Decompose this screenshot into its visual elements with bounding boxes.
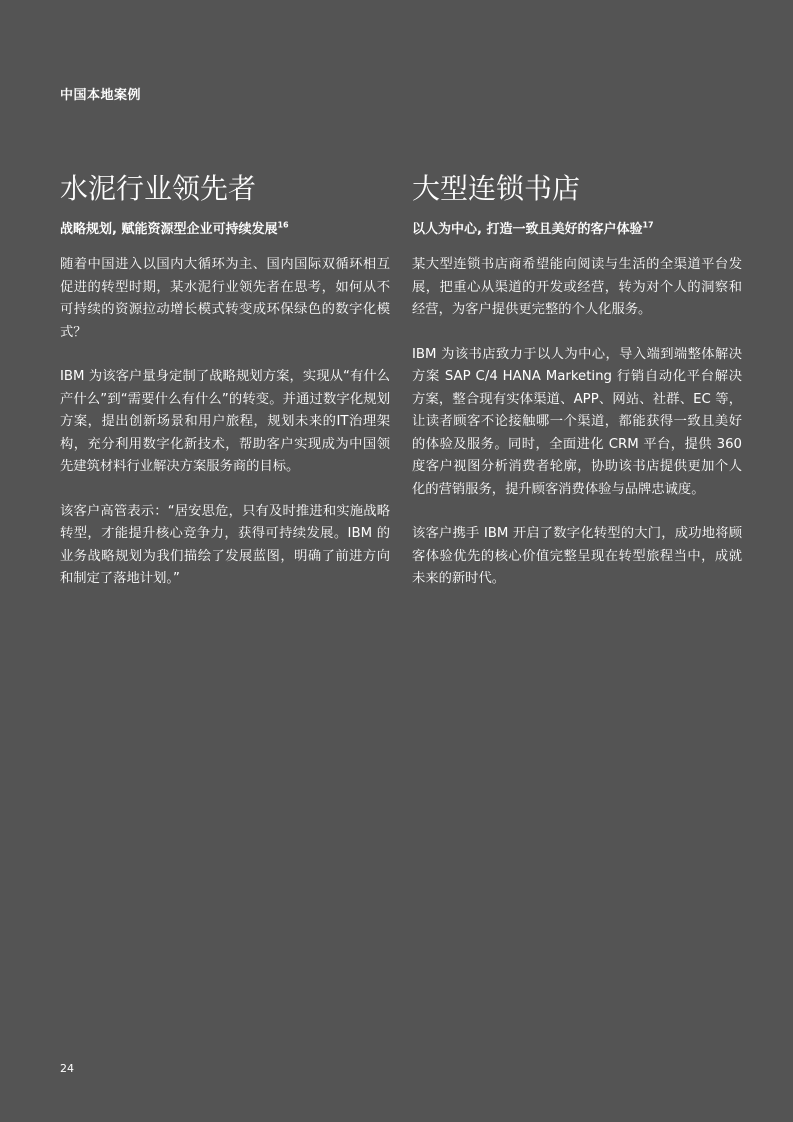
case-paragraph: 该客户高管表示：“居安思危，只有及时推进和实施战略转型，才能提升核心竞争力，获得可持续发展。IBM 的业务战略规划为我们描绘了发展蓝图，明确了前进方向和制定了落地计划。” (60, 503, 390, 586)
section-label: 中国本地案例 (60, 88, 142, 103)
case-paragraph: 随着中国进入以国内大循环为主、国内国际双循环相互促进的转型时期，某水泥行业领先者在思考，如何从不可持续的资源拉动增长模式转变成环保绿色的数字化模式？ (60, 257, 390, 340)
case-title: 大型连锁书店 (412, 172, 581, 205)
case-cement-industry (60, 170, 390, 613)
footnote-ref: 16 (277, 220, 289, 230)
case-subtitle-text: 以人为中心, 打造一致且美好的客户体验 (412, 222, 643, 237)
footnote-ref: 17 (642, 220, 654, 230)
case-paragraph: IBM 为该客户量身定制了战略规划方案，实现从“有什么产什么”到“需要什么有什么”的转变。并通过数字化规划方案，提出创新场景和用户旅程，规划未来的IT治理架构，充分利用数字化新技术，帮助客户实现成为中国领先建筑材料行业解决方案服务商的目标。 (60, 369, 390, 474)
case-paragraph: 某大型连锁书店商希望能向阅读与生活的全渠道平台发展，把重心从渠道的开发或经营，转为对个人的洞察和经营，为客户提供更完整的个人化服务。 (412, 257, 742, 317)
page-number: 24 (60, 1062, 74, 1075)
case-title: 水泥行业领先者 (60, 172, 257, 205)
case-subtitle (412, 220, 742, 240)
case-bookstore-chain (412, 170, 742, 613)
case-paragraph: 该客户携手 IBM 开启了数字化转型的大门，成功地将顾客体验优先的核心价值完整呈现在转型旅程当中，成就未来的新时代。 (412, 526, 742, 586)
case-subtitle (60, 220, 390, 240)
case-paragraph: IBM 为该书店致力于以人为中心，导入端到端整体解决方案 SAP C/4 HANA Marketing 行销自动化平台解决方案，整合现有实体渠道、APP、网站、社群、EC 等，让读者顾客不论接触哪一个渠道，都能获得一致且美好的体验及服务。同时，全面进化 CRM 平台，提供 360 度客户视图分析消费者轮廓，协助该书店提供更加个人化的营销服务，提升顾客消费体验与品牌忠诚度。 (412, 346, 742, 497)
case-subtitle-text: 战略规划, 赋能资源型企业可持续发展 (60, 222, 278, 237)
